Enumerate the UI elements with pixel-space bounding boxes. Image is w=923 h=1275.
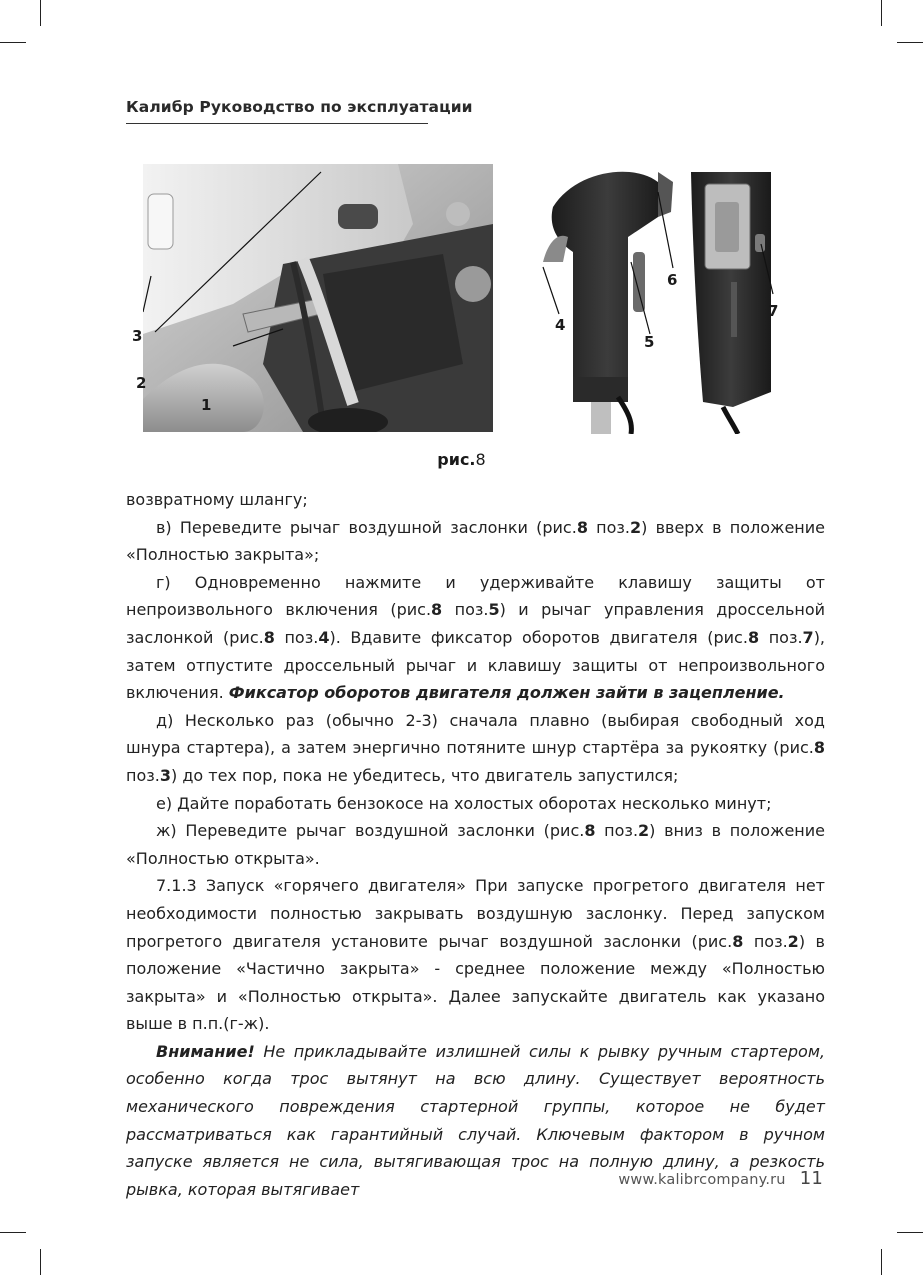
paragraph	[126, 872, 825, 1038]
page-footer	[618, 1168, 823, 1189]
position-ref: 2	[638, 821, 650, 841]
figure-ref: 8	[584, 821, 596, 841]
text-run: г) Одновременно нажмите и удерживайте клавишу защиты от непроизвольного включения (рис.	[126, 572, 825, 620]
warning-text: Не прикладывайте излишней силы к рывку ручным стартером, особенно когда трос вытянут на всю длину. Существует вероятность механического повреждения стартерной группы, которое не будет рассматриваться как гарантийный случай. Ключевым фактором в ручном запуске является не сила, вытягивающая трос на полную длину, а резкость рывка, которая вытягивает	[126, 1041, 825, 1199]
text-run: поз.	[595, 821, 639, 841]
callout-6: 6	[667, 271, 678, 289]
body-text	[126, 486, 825, 1203]
page-number: 11	[799, 1168, 823, 1189]
paragraph	[126, 707, 825, 790]
text-run: ) и рычаг управления дроссельной заслонкой (рис.	[126, 600, 826, 647]
footer-url: www.kalibrcompany.ru	[618, 1172, 786, 1188]
text-run: ) вверх в положение «Полностью закрыта»;	[126, 517, 826, 565]
figure-ref: 8	[263, 627, 275, 647]
text-run: поз.	[587, 517, 631, 537]
crop-mark	[897, 1232, 923, 1233]
figure-ref: 8	[813, 738, 825, 758]
paragraph: е) Дайте поработать бензокосе на холостых оборотах несколько минут;	[156, 793, 772, 813]
crop-mark	[40, 1249, 41, 1275]
position-ref: 7	[802, 627, 814, 647]
paragraph	[126, 514, 825, 569]
callout-5: 5	[644, 333, 655, 351]
crop-mark	[0, 1232, 26, 1233]
header-rule	[126, 123, 428, 124]
figure-ref: 8	[732, 931, 744, 951]
warning-label: Внимание!	[156, 1041, 255, 1061]
figure-ref: 8	[747, 627, 760, 647]
crop-mark	[881, 0, 882, 26]
text-run: поз.	[274, 627, 319, 647]
text-run: ) в положение «Частично закрыта» - среднее положение между «Полностью закрыта» и «Полностью открыта». Далее запускайте двигатель как указано выше в п.п.(г-ж).	[126, 931, 825, 1034]
position-ref: 4	[318, 627, 330, 647]
callout-4: 4	[555, 316, 566, 334]
text-run: ) до тех пор, пока не убедитесь, что двигатель запустился;	[170, 765, 679, 785]
text-run: поз.	[759, 627, 803, 647]
figure-ref: 8	[431, 600, 443, 620]
figure-caption-prefix: рис.	[437, 450, 476, 469]
running-header: Калибр Руководство по эксплуатации	[126, 98, 473, 116]
figure-caption	[0, 450, 923, 469]
handle-photo	[533, 162, 778, 434]
position-ref: 2	[787, 931, 799, 951]
text-run: ), затем отпустите дроссельный рычаг и клавишу защиты от непроизвольного включения.	[126, 627, 826, 703]
paragraph	[126, 817, 825, 872]
callout-7: 7	[768, 302, 779, 320]
paragraph: возвратному шлангу;	[126, 490, 308, 509]
callout-1: 1	[201, 396, 212, 414]
position-ref: 3	[159, 765, 171, 785]
text-run: поз.	[442, 600, 489, 620]
text-run: поз.	[126, 765, 160, 785]
crop-mark	[897, 42, 923, 43]
text-run: ж) Переведите рычаг воздушной заслонки (рис.	[156, 821, 585, 841]
position-ref: 5	[488, 600, 500, 620]
text-run: поз.	[743, 931, 788, 951]
text-run: д) Несколько раз (обычно 2-3) сначала плавно (выбирая свободный ход шнура стартера), а затем энергично потяните шнур стартёра за рукоятку (рис.	[126, 710, 825, 758]
figure-caption-number: 8	[475, 450, 486, 469]
text-run: 7.1.3 Запуск «горячего двигателя» При запуске прогретого двигателя нет необходимости полностью закрывать воздушную заслонку. Перед запуском прогретого двигателя установите рычаг воздушной заслонки (рис.	[126, 876, 825, 951]
text-run: ) вниз в положение «Полностью открыта».	[126, 821, 826, 868]
crop-mark	[881, 1249, 882, 1275]
position-ref: 2	[630, 517, 642, 537]
engine-photo	[143, 164, 493, 432]
emphasis-text: Фиксатор оборотов двигателя должен зайти в зацепление.	[228, 683, 785, 703]
text-run: в) Переведите рычаг воздушной заслонки (рис.	[156, 517, 577, 537]
callout-3: 3	[132, 327, 143, 345]
paragraph	[126, 569, 825, 707]
crop-mark	[0, 42, 26, 43]
figure-ref: 8	[576, 517, 588, 537]
text-run: ). Вдавите фиксатор оборотов двигателя (рис.	[329, 627, 748, 647]
crop-mark	[40, 0, 41, 26]
callout-2: 2	[136, 374, 147, 392]
